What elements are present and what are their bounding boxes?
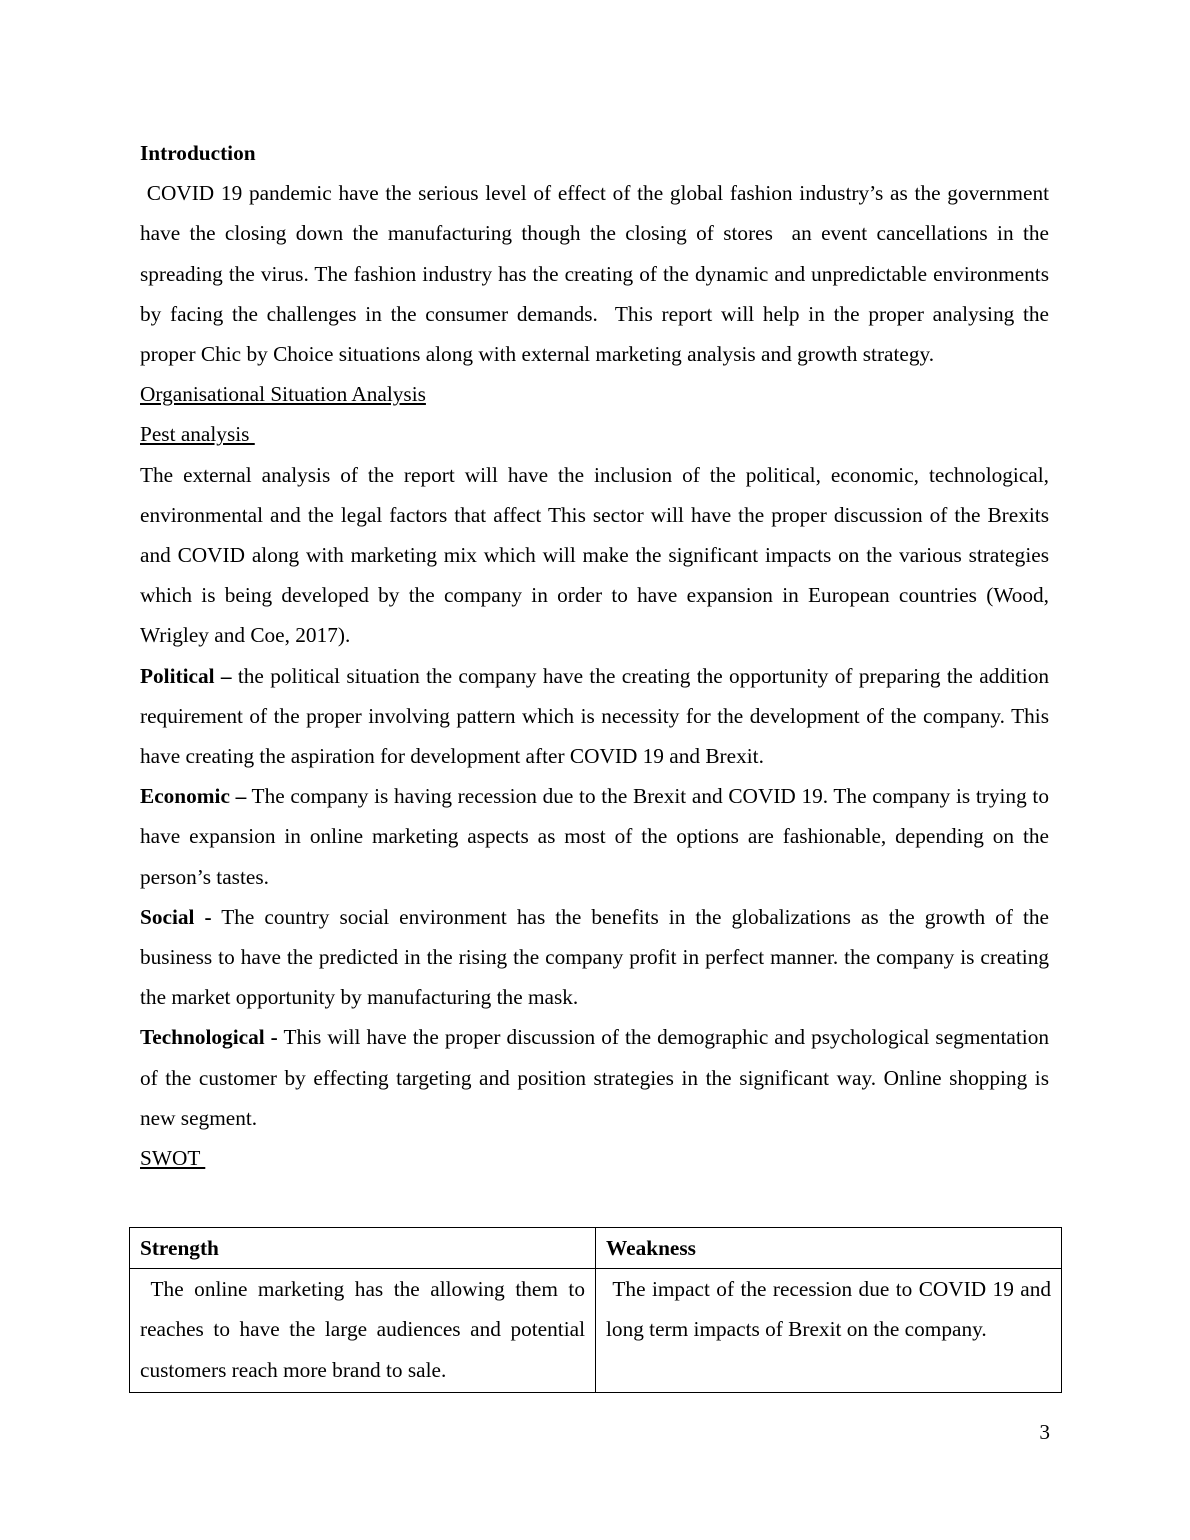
strength-content-cell: The online marketing has the allowing them to reaches to have the large audiences and potential customers reach more brand to sale. [130,1269,596,1393]
political-text: the political situation the company have the creating the opportunity of preparing the addition requirement of the proper involving pattern which is necessity for the development of the company. This have creating the aspiration for development after COVID 19 and Brexit. [140,663,1049,769]
strength-header-cell: Strength [130,1228,596,1269]
swot-table [129,1227,1062,1393]
weakness-header-cell: Weakness [596,1228,1062,1269]
political-factor [140,656,1049,777]
weakness-content-cell: The impact of the recession due to COVID 19 and long term impacts of Brexit on the company. [596,1269,1062,1393]
technological-text: This will have the proper discussion of the demographic and psychological segmentation of the customer by effecting targeting and position strategies in the significant way. Online shopping is new segment. [140,1025,1049,1130]
economic-text: The company is having recession due to the Brexit and COVID 19. The company is trying to have expansion in online marketing aspects as most of the options are fashionable, depending on the person’s tastes. [140,784,1049,889]
situation-analysis-heading: Organisational Situation Analysis [140,382,426,407]
pest-analysis-heading: Pest analysis [140,422,255,447]
economic-factor [140,776,1049,897]
introduction-paragraph: COVID 19 pandemic have the serious level of effect of the global fashion industry’s as the government have the closing down the manufacturing though the closing of stores an event cancellations in the spreading the virus. The fashion industry has the creating of the dynamic and unpredictable environments by facing the challenges in the consumer demands. This report will help in the proper analysing the proper Chic by Choice situations along with external marketing analysis and growth strategy. [140,181,1055,367]
swot-heading: SWOT [140,1146,206,1171]
social-term: Social - [140,904,212,929]
document-body [140,133,1055,1178]
pest-intro-paragraph: The external analysis of the report will have the inclusion of the political, economic, technological, environmental and the legal factors that affect This sector will have the proper discussion of the Brexits and COVID along with marketing mix which will make the significant impacts on the various strategies which is being developed by the company in order to have expansion in European countries (Wood, Wrigley and Coe, 2017). [140,462,1049,648]
technological-factor [140,1017,1049,1138]
swot-header-row [130,1228,1062,1269]
page-number: 3 [1039,1420,1050,1444]
introduction-heading: Introduction [140,141,256,165]
swot-content-row [130,1269,1062,1393]
social-text: The country social environment has the benefits in the globalizations as the growth of the business to have the predicted in the rising the company profit in perfect manner. the company is creating the market opportunity by manufacturing the mask. [140,904,1049,1010]
technological-term: Technological - [140,1025,278,1050]
political-term: Political – [140,663,232,688]
social-factor [140,897,1049,1018]
economic-term: Economic – [140,784,247,809]
